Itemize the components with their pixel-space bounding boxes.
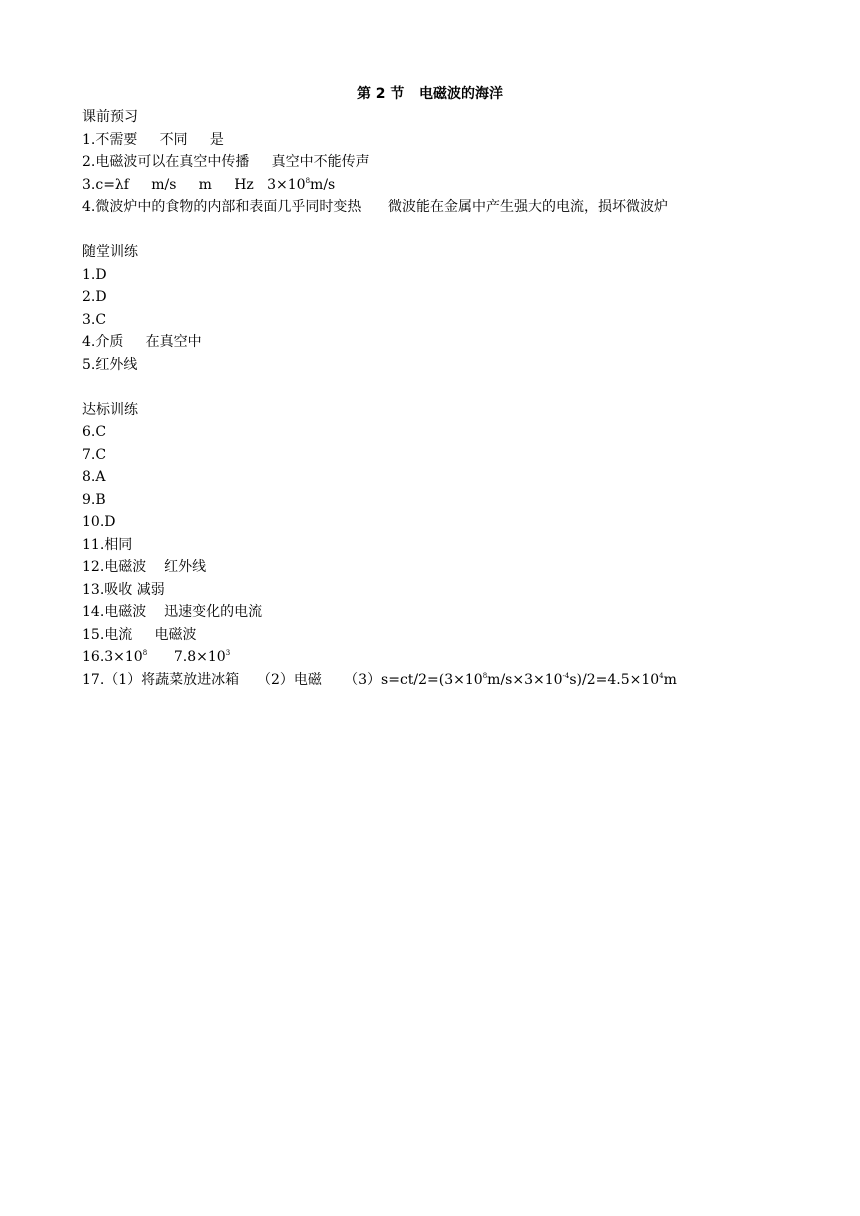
section-spacer: [82, 219, 782, 242]
answer-line-7: 7.C: [82, 446, 107, 463]
answer-3-exponent: 8: [305, 176, 311, 185]
answer-line-16: [82, 646, 782, 669]
answer-17-exponent-3: 4: [659, 671, 664, 680]
answer-line-2: 2.电磁波可以在真空中传播 真空中不能传声: [82, 154, 370, 170]
answer-line-c4: 4.介质 在真空中: [82, 334, 202, 350]
section-heading-classwork: 随堂训练: [82, 244, 138, 260]
answer-17-part-1: 17.（1）将蔬菜放进冰箱 （2）电磁 （3）s=ct/2=(3×10: [82, 671, 483, 688]
answer-17-part-3: s)/2=4.5×10: [569, 671, 660, 688]
answer-line-4: 4.微波炉中的食物的内部和表面几乎同时变热 微波能在金属中产生强大的电流，损坏微波炉: [82, 199, 669, 215]
answer-16-part-b: 7.8×10: [147, 649, 226, 665]
answer-line-17: [82, 669, 782, 692]
answer-line-c1: 1.D: [82, 266, 107, 283]
answer-line-1: 1.不需要 不同 是: [82, 131, 224, 148]
answer-16-exponent-a: 8: [142, 649, 148, 657]
answer-line-9: 9.B: [82, 491, 106, 508]
answer-line-15: 15.电流 电磁波: [82, 626, 197, 643]
answer-17-part-2: m/s×3×10: [487, 671, 563, 688]
answer-16-exponent-b: 3: [225, 649, 231, 657]
answer-3-text: 3.c=λf m/s m Hz 3×10: [82, 176, 306, 193]
answer-16-part-a: 16.3×10: [82, 649, 143, 665]
section-spacer: [82, 376, 782, 399]
answer-17-exponent-2: -4: [562, 671, 570, 680]
answer-line-3: [82, 174, 782, 197]
answer-line-11: 11.相同: [82, 536, 133, 553]
answer-content: [82, 106, 782, 691]
answer-17-part-4: m: [663, 671, 677, 688]
section-heading-preview: 课前预习: [82, 109, 138, 125]
answer-line-6: 6.C: [82, 424, 107, 440]
answer-line-c2: 2.D: [82, 289, 107, 305]
answer-line-c5: 5.红外线: [82, 356, 138, 373]
answer-line-c3: 3.C: [82, 311, 107, 328]
answer-17-exponent-1: 8: [482, 671, 488, 680]
page-title: 第 2 节 电磁波的海洋: [356, 86, 504, 102]
answer-line-13: 13.吸收 减弱: [82, 581, 165, 598]
answer-line-8: 8.A: [82, 469, 106, 485]
answer-3-unit: m/s: [310, 176, 336, 193]
answer-line-12: 12.电磁波 红外线: [82, 559, 207, 575]
answer-line-14: 14.电磁波 迅速变化的电流: [82, 604, 263, 620]
answer-line-10: 10.D: [82, 514, 116, 530]
section-heading-standard: 达标训练: [82, 401, 138, 418]
